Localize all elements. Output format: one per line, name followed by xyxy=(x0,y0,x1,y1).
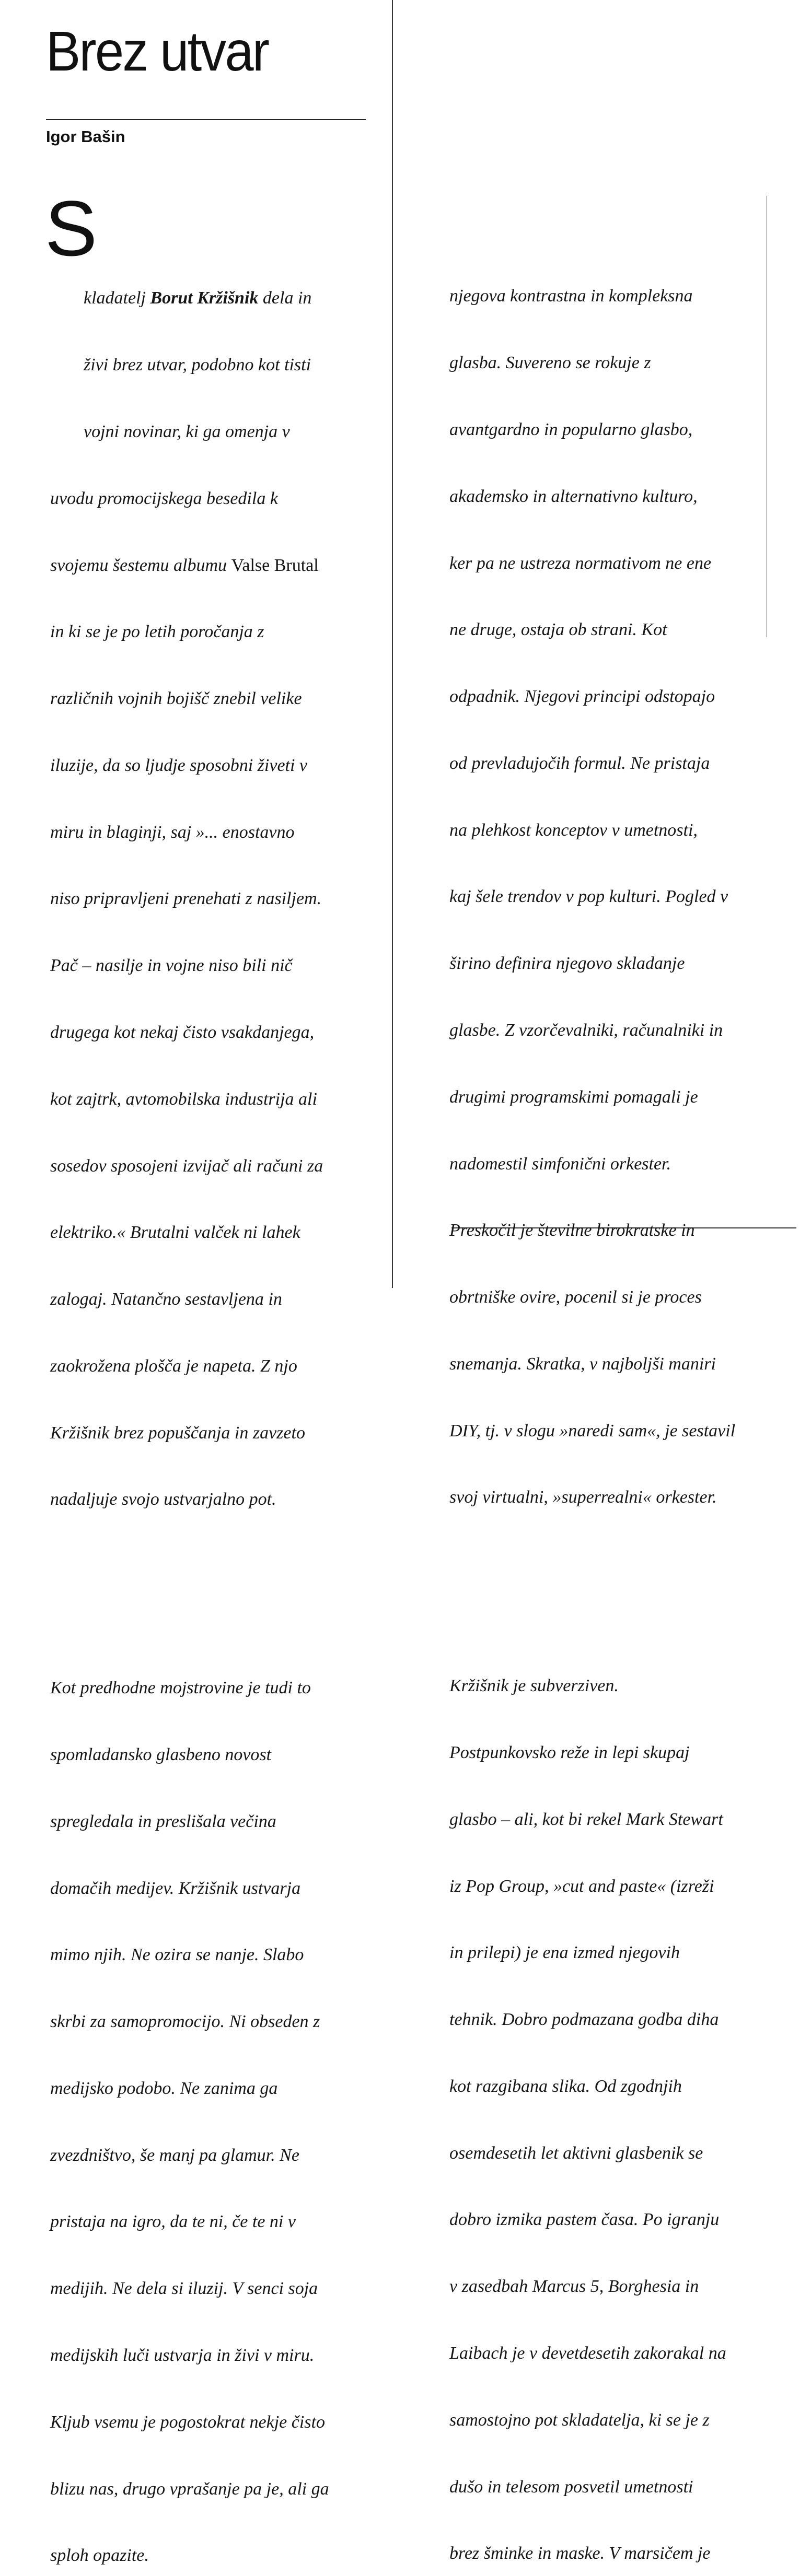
text-line: kot razgibana slika. Od zgodnjih xyxy=(449,2076,682,2096)
text-line: nadomestil simfonični orkester. xyxy=(449,1154,671,1174)
text-line: mimo njih. Ne ozira se nanje. Slabo xyxy=(50,1945,304,1965)
text-line: medijsko podobo. Ne zanima ga xyxy=(50,2078,278,2098)
text-line: akademsko in alternativno kulturo, xyxy=(449,486,698,506)
text-line: skrbi za samopromocijo. Ni obseden z xyxy=(50,2012,320,2032)
text-line: zvezdništvo, še manj pa glamur. Ne xyxy=(50,2145,299,2165)
text-line: svojemu šestemu albumu Valse Brutal xyxy=(50,555,319,575)
text-line: iz Pop Group, »cut and paste« (izreži xyxy=(449,1876,714,1896)
text-line: spregledala in preslišala večina xyxy=(50,1811,276,1831)
text-line: Kljub vsemu je pogostokrat nekje čisto xyxy=(50,2412,325,2432)
composer-name: Borut Kržišnik xyxy=(150,288,259,308)
text-line: Kržišnik je subverziven. xyxy=(449,1676,619,1696)
text-line: različnih vojnih bojišč znebil velike xyxy=(50,689,302,709)
text-line: zaokrožena plošča je napeta. Z njo xyxy=(50,1356,297,1376)
text-line: svoj virtualni, »superrealni« orkester. xyxy=(449,1488,717,1507)
article-byline: Igor Bašin xyxy=(46,127,125,146)
text-line: širino definira njegovo skladanje xyxy=(449,954,685,974)
text-line: odpadnik. Njegovi principi odstopajo xyxy=(449,687,715,707)
text-line: spomladansko glasbeno novost xyxy=(50,1744,272,1764)
text-line: Preskočil je številne birokratske in xyxy=(449,1221,695,1240)
album-title: Valse Brutal xyxy=(231,555,319,575)
text-line: in ki se je po letih poročanja z xyxy=(50,622,264,642)
text-line: Postpunkovsko reže in lepi skupaj xyxy=(449,1742,690,1762)
text-line: avantgardno in popularno glasbo, xyxy=(449,419,693,439)
right-column xyxy=(449,196,735,2576)
text-line: snemanja. Skratka, v najboljši maniri xyxy=(449,1354,716,1374)
title-rule xyxy=(46,119,366,120)
text-line: blizu nas, drugo vprašanje pa je, ali ga xyxy=(50,2479,329,2499)
text-line: medijih. Ne dela si iluzij. V senci soja xyxy=(50,2279,318,2299)
text-line: glasba. Suvereno se rokuje z xyxy=(449,353,651,373)
paragraph-2 xyxy=(50,1633,329,2576)
paragraph-4 xyxy=(449,241,735,1553)
text-line: DIY, tj. v slogu »naredi sam«, je sestavil xyxy=(449,1421,736,1441)
text-line: pristaja na igro, da te ni, če te ni v xyxy=(50,2212,296,2232)
text-line: uvodu promocijskega besedila k xyxy=(50,488,278,508)
text-line: glasbe. Z vzorčevalniki, računalniki in xyxy=(449,1020,723,1040)
left-column xyxy=(50,198,329,2576)
text-line: dušo in telesom posvetil umetnosti xyxy=(449,2477,693,2497)
article-headline: Brez utvar xyxy=(46,19,269,83)
text-line: nadaljuje svojo ustvarjalno pot. xyxy=(50,1490,276,1509)
text-line: glasbo – ali, kot bi rekel Mark Stewart xyxy=(449,1809,723,1829)
text-line: zalogaj. Natančno sestavljena in xyxy=(50,1290,282,1309)
text-line: drugega kot nekaj čisto vsakdanjega, xyxy=(50,1022,315,1042)
text-line: vojni novinar, ki ga omenja v xyxy=(84,421,290,441)
text-line: osemdesetih let aktivni glasbenik se xyxy=(449,2143,703,2163)
text-line: živi brez utvar, podobno kot tisti xyxy=(84,355,311,375)
text-line: sploh opazite. xyxy=(50,2546,149,2566)
text-line: niso pripravljeni prenehati z nasiljem. xyxy=(50,889,322,909)
text-line: Kržišnik brez popuščanja in zavzeto xyxy=(50,1423,305,1443)
text-line: samostojno pot skladatelja, ki se je z xyxy=(449,2410,710,2430)
text-line: na plehkost konceptov v umetnosti, xyxy=(449,820,698,840)
paragraph-1 xyxy=(50,243,329,1555)
text-line: domačih medijev. Kržišnik ustvarja xyxy=(50,1878,301,1898)
column-divider xyxy=(392,0,393,1288)
text-line: brez šminke in maske. V marsičem je xyxy=(449,2544,711,2563)
text-line: od prevladujočih formul. Ne pristaja xyxy=(449,753,710,773)
text-line: tehnik. Dobro podmazana godba diha xyxy=(449,2010,719,2030)
paragraph-5 xyxy=(449,1631,735,2576)
text-line: medijskih luči ustvarja in živi v miru. xyxy=(50,2346,315,2365)
text-line: miru in blaginji, saj »... enostavno xyxy=(50,822,295,842)
text-line: ne druge, ostaja ob strani. Kot xyxy=(449,620,667,640)
text-line: Laibach je v devetdesetih zakorakal na xyxy=(449,2344,726,2363)
text-line: kot zajtrk, avtomobilska industrija ali xyxy=(50,1089,317,1109)
drop-cap: S xyxy=(45,184,98,272)
text-line: v zasedbah Marcus 5, Borghesia in xyxy=(449,2277,699,2297)
text-line: obrtniške ovire, pocenil si je proces xyxy=(449,1287,702,1307)
text-line: kaj šele trendov v pop kulturi. Pogled v xyxy=(449,887,728,907)
text-line: Pač – nasilje in vojne niso bili nič xyxy=(50,956,293,976)
text-line: njegova kontrastna in kompleksna xyxy=(449,286,693,306)
text-line: Kot predhodne mojstrovine je tudi to xyxy=(50,1678,311,1698)
text-line: sosedov sposojeni izvijač ali računi za xyxy=(50,1156,323,1176)
text-line: drugimi programskimi pomagali je xyxy=(449,1087,698,1107)
text-line: iluzije, da so ljudje sposobni živeti v xyxy=(50,755,308,775)
text-line: kladatelj Borut Kržišnik dela in xyxy=(84,288,312,308)
text-line: dobro izmika pastem časa. Po igranju xyxy=(449,2210,720,2230)
text-line: ker pa ne ustreza normativom ne ene xyxy=(449,553,712,573)
text-line: in prilepi) je ena izmed njegovih xyxy=(449,1943,680,1963)
text-line: elektriko.« Brutalni valček ni lahek xyxy=(50,1223,300,1243)
